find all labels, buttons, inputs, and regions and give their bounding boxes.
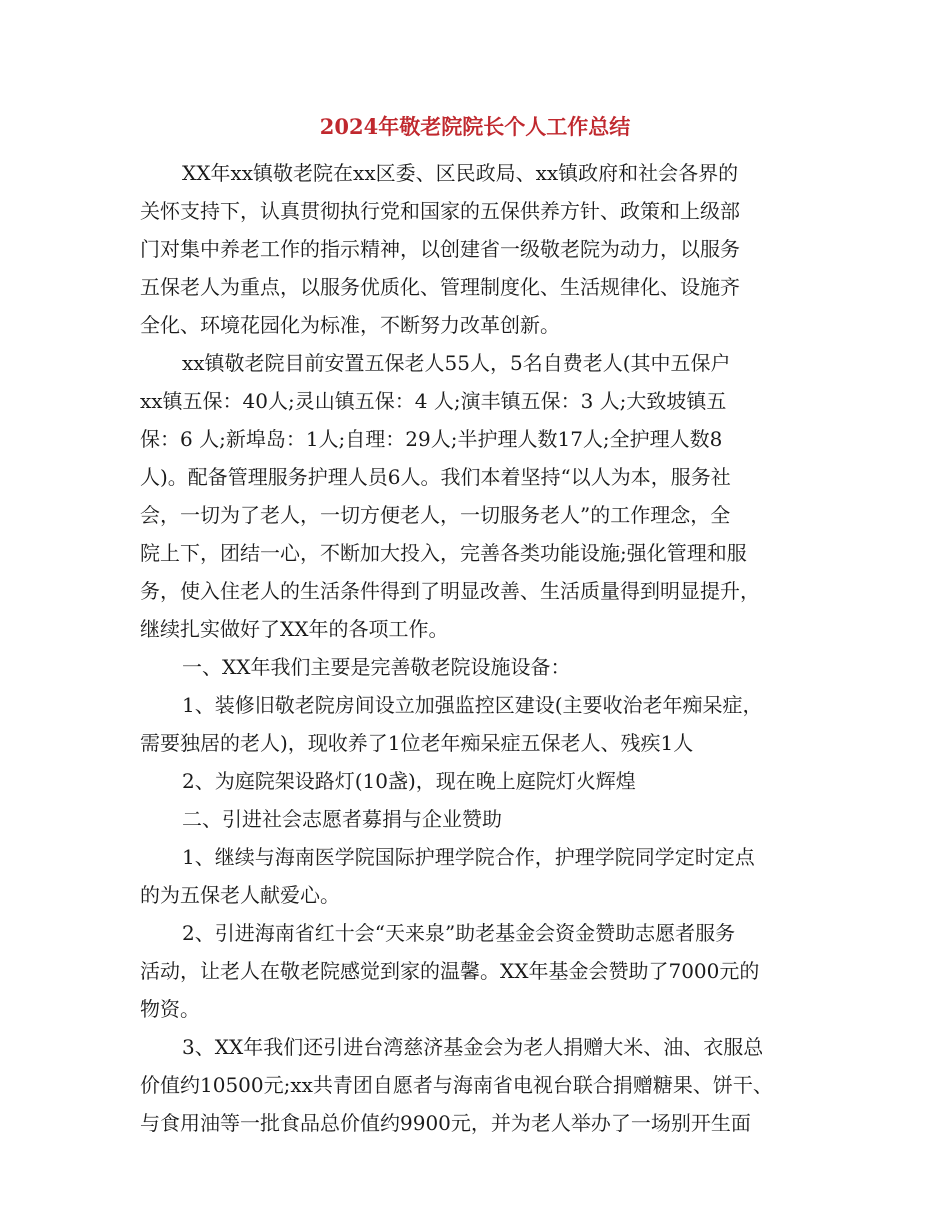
text-line: 关怀支持下，认真贯彻执行党和国家的五保供养方针、政策和上级部 (140, 199, 740, 223)
text-line: 会，一切为了老人，一切方便老人，一切服务老人”的工作理念，全 (140, 503, 731, 527)
text-line: 继续扎实做好了XX年的各项工作。 (140, 617, 449, 641)
text-line: 全化、环境花园化为标准，不断努力改革创新。 (140, 313, 560, 337)
text-line: 1、继续与海南医学院国际护理学院合作，护理学院同学定时定点 (182, 845, 755, 869)
text-line: 2、为庭院架设路灯(10盏)，现在晚上庭院灯火辉煌 (182, 769, 636, 793)
text-line: 五保老人为重点，以服务优质化、管理制度化、生活规律化、设施齐 (140, 275, 740, 299)
text-line: xx镇五保：40人;灵山镇五保：4 人;演丰镇五保：3 人;大致坡镇五 (140, 389, 727, 413)
document-title: 2024年敬老院院长个人工作总结 (319, 114, 631, 139)
text-line: xx镇敬老院目前安置五保老人55人，5名自费老人(其中五保户 (182, 351, 731, 375)
text-line: 人)。配备管理服务护理人员6人。我们本着坚持“以人为本，服务社 (140, 465, 731, 489)
text-line: 保：6 人;新埠岛：1人;自理：29人;半护理人数17人;全护理人数8 (140, 427, 723, 451)
section-heading: 一、XX年我们主要是完善敬老院设施设备： (182, 655, 571, 679)
text-line: 价值约10500元;xx共青团自愿者与海南省电视台联合捐赠糖果、饼干、 (140, 1073, 773, 1097)
text-line: XX年xx镇敬老院在xx区委、区民政局、xx镇政府和社会各界的 (182, 161, 739, 185)
text-line: 物资。 (140, 997, 200, 1021)
section-heading: 二、引进社会志愿者募捐与企业赞助 (182, 807, 502, 831)
text-line: 的为五保老人献爱心。 (140, 883, 340, 907)
text-line: 务，使入住老人的生活条件得到了明显改善、生活质量得到明显提升， (140, 579, 760, 603)
text-line: 3、XX年我们还引进台湾慈济基金会为老人捐赠大米、油、衣服总 (182, 1035, 764, 1059)
text-line: 1、装修旧敬老院房间设立加强监控区建设(主要收治老年痴呆症， (182, 693, 763, 717)
text-line: 活动，让老人在敬老院感觉到家的温馨。XX年基金会赞助了7000元的 (140, 959, 760, 983)
text-line: 与食用油等一批食品总价值约9900元，并为老人举办了一场别开生面 (140, 1111, 751, 1135)
text-line: 院上下，团结一心，不断加大投入，完善各类功能设施;强化管理和服 (140, 541, 747, 565)
text-line: 需要独居的老人)，现收养了1位老年痴呆症五保老人、残疾1人 (140, 731, 694, 755)
text-line: 门对集中养老工作的指示精神，以创建省一级敬老院为动力，以服务 (140, 237, 740, 261)
text-line: 2、引进海南省红十会“天来泉”助老基金会资金赞助志愿者服务 (182, 921, 736, 945)
